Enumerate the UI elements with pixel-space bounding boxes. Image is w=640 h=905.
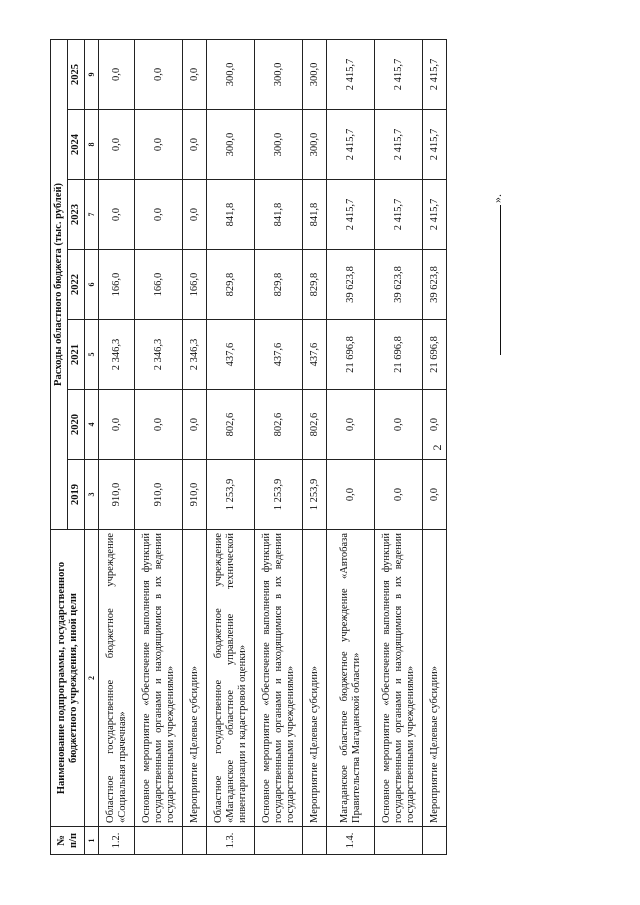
expense-value: 300,0 <box>207 110 255 180</box>
expense-value: 2 346,3 <box>135 320 183 390</box>
expense-value: 2 346,3 <box>99 320 135 390</box>
expense-value: 2 415,7 <box>327 110 375 180</box>
expense-value: 0,0 <box>99 390 135 460</box>
expense-value: 166,0 <box>183 250 207 320</box>
expense-value: 300,0 <box>255 110 303 180</box>
row-number <box>135 827 183 855</box>
closing-quote: ». <box>490 194 504 203</box>
expense-value: 0,0 <box>135 390 183 460</box>
expense-value: 829,8 <box>207 250 255 320</box>
expense-value: 841,8 <box>255 180 303 250</box>
expense-value: 0,0 <box>327 460 375 530</box>
table-row <box>255 39 303 854</box>
column-number: 4 <box>85 390 99 460</box>
header-name: Наименование подпрограммы, государственного бюджетного учреждения, иной цели <box>51 530 85 827</box>
expense-value: 0,0 <box>423 390 447 460</box>
row-number: 1.2. <box>99 827 135 855</box>
expense-value: 0,0 <box>99 180 135 250</box>
column-number: 7 <box>85 180 99 250</box>
rotated-page <box>50 40 605 855</box>
expense-value: 2 415,7 <box>423 180 447 250</box>
header-year: 2025 <box>68 39 85 109</box>
expense-value: 0,0 <box>423 460 447 530</box>
closing-mark <box>490 194 505 355</box>
expense-value: 21 696,8 <box>375 320 423 390</box>
header-year: 2019 <box>68 460 85 530</box>
column-number: 2 <box>85 530 99 827</box>
expense-value: 0,0 <box>99 110 135 180</box>
column-number: 3 <box>85 460 99 530</box>
expense-value: 0,0 <box>135 39 183 109</box>
expense-value: 0,0 <box>183 39 207 109</box>
expense-value: 2 415,7 <box>375 110 423 180</box>
header-year: 2022 <box>68 250 85 320</box>
column-numbers-row <box>85 39 99 854</box>
expense-value: 21 696,8 <box>423 320 447 390</box>
expense-value: 0,0 <box>183 390 207 460</box>
row-name: Основное мероприятие «Обеспечение выполнения функций государственными органами и находящимися в их ведении государственными учреждениями» <box>135 530 183 827</box>
expense-value: 300,0 <box>303 39 327 109</box>
expense-value: 0,0 <box>375 390 423 460</box>
expense-value: 0,0 <box>183 110 207 180</box>
column-number: 8 <box>85 110 99 180</box>
table-row <box>375 39 423 854</box>
expense-value: 841,8 <box>303 180 327 250</box>
column-number: 6 <box>85 250 99 320</box>
table-row <box>99 39 135 854</box>
row-number: 1.4. <box>327 827 375 855</box>
expense-value: 0,0 <box>135 110 183 180</box>
expense-value: 300,0 <box>207 39 255 109</box>
header-no: № п/п <box>51 827 85 855</box>
column-number: 1 <box>85 827 99 855</box>
expense-value: 2 346,3 <box>183 320 207 390</box>
row-name: Мероприятие «Целевые субсидии» <box>423 530 447 827</box>
expense-value: 910,0 <box>135 460 183 530</box>
expense-value: 166,0 <box>99 250 135 320</box>
expense-value: 1 253,9 <box>303 460 327 530</box>
row-number <box>255 827 303 855</box>
column-number: 9 <box>85 39 99 109</box>
expense-value: 829,8 <box>303 250 327 320</box>
expense-value: 39 623,8 <box>327 250 375 320</box>
page-number: 2 <box>430 444 444 451</box>
expense-value: 0,0 <box>375 460 423 530</box>
expense-value: 0,0 <box>183 180 207 250</box>
header-expenses-group: Расходы областного бюджета (тыс. рублей) <box>51 39 68 529</box>
table-row <box>135 39 183 854</box>
expense-value: 2 415,7 <box>327 39 375 109</box>
table-row <box>327 39 375 854</box>
expense-value: 910,0 <box>183 460 207 530</box>
expense-value: 300,0 <box>255 39 303 109</box>
row-name: Мероприятие «Целевые субсидии» <box>183 530 207 827</box>
row-name: Областное государственное бюджетное учреждение «Социальная прачечная» <box>99 530 135 827</box>
expense-value: 39 623,8 <box>423 250 447 320</box>
expense-value: 802,6 <box>303 390 327 460</box>
table-row <box>207 39 255 854</box>
row-number <box>375 827 423 855</box>
row-number <box>303 827 327 855</box>
row-name: Магаданское областное бюджетное учреждение «Автобаза Правительства Магаданской области» <box>327 530 375 827</box>
expense-value: 0,0 <box>135 180 183 250</box>
row-name: Основное мероприятие «Обеспечение выполнения функций государственными органами и находящимися в их ведении государственными учреждениями» <box>375 530 423 827</box>
row-name: Мероприятие «Целевые субсидии» <box>303 530 327 827</box>
row-number: 1.3. <box>207 827 255 855</box>
expense-value: 2 415,7 <box>423 39 447 109</box>
row-name: Основное мероприятие «Обеспечение выполнения функций государственными органами и находящимися в их ведении государственными учреждениями» <box>255 530 303 827</box>
expense-value: 2 415,7 <box>423 110 447 180</box>
closing-underline <box>499 205 501 355</box>
expense-value: 802,6 <box>255 390 303 460</box>
expense-value: 2 415,7 <box>327 180 375 250</box>
expense-value: 166,0 <box>135 250 183 320</box>
row-number <box>183 827 207 855</box>
table-head <box>51 39 99 854</box>
expense-value: 829,8 <box>255 250 303 320</box>
expense-value: 2 415,7 <box>375 180 423 250</box>
row-name: Областное государственное бюджетное учреждение «Магаданское областное управление технической инвентаризации и кадастровой оценки» <box>207 530 255 827</box>
expense-value: 300,0 <box>303 110 327 180</box>
table-body <box>99 39 447 854</box>
table-row <box>303 39 327 854</box>
header-year: 2020 <box>68 390 85 460</box>
expense-value: 437,6 <box>255 320 303 390</box>
expense-value: 1 253,9 <box>207 460 255 530</box>
expense-value: 437,6 <box>207 320 255 390</box>
expense-value: 0,0 <box>327 390 375 460</box>
expense-value: 21 696,8 <box>327 320 375 390</box>
header-year: 2021 <box>68 320 85 390</box>
table-row <box>183 39 207 854</box>
expense-value: 1 253,9 <box>255 460 303 530</box>
expense-value: 2 415,7 <box>375 39 423 109</box>
header-year: 2023 <box>68 180 85 250</box>
expense-value: 910,0 <box>99 460 135 530</box>
column-number: 5 <box>85 320 99 390</box>
header-year: 2024 <box>68 110 85 180</box>
expense-value: 841,8 <box>207 180 255 250</box>
expense-value: 0,0 <box>99 39 135 109</box>
expense-value: 437,6 <box>303 320 327 390</box>
expense-value: 39 623,8 <box>375 250 423 320</box>
expense-value: 802,6 <box>207 390 255 460</box>
budget-table <box>50 39 447 855</box>
